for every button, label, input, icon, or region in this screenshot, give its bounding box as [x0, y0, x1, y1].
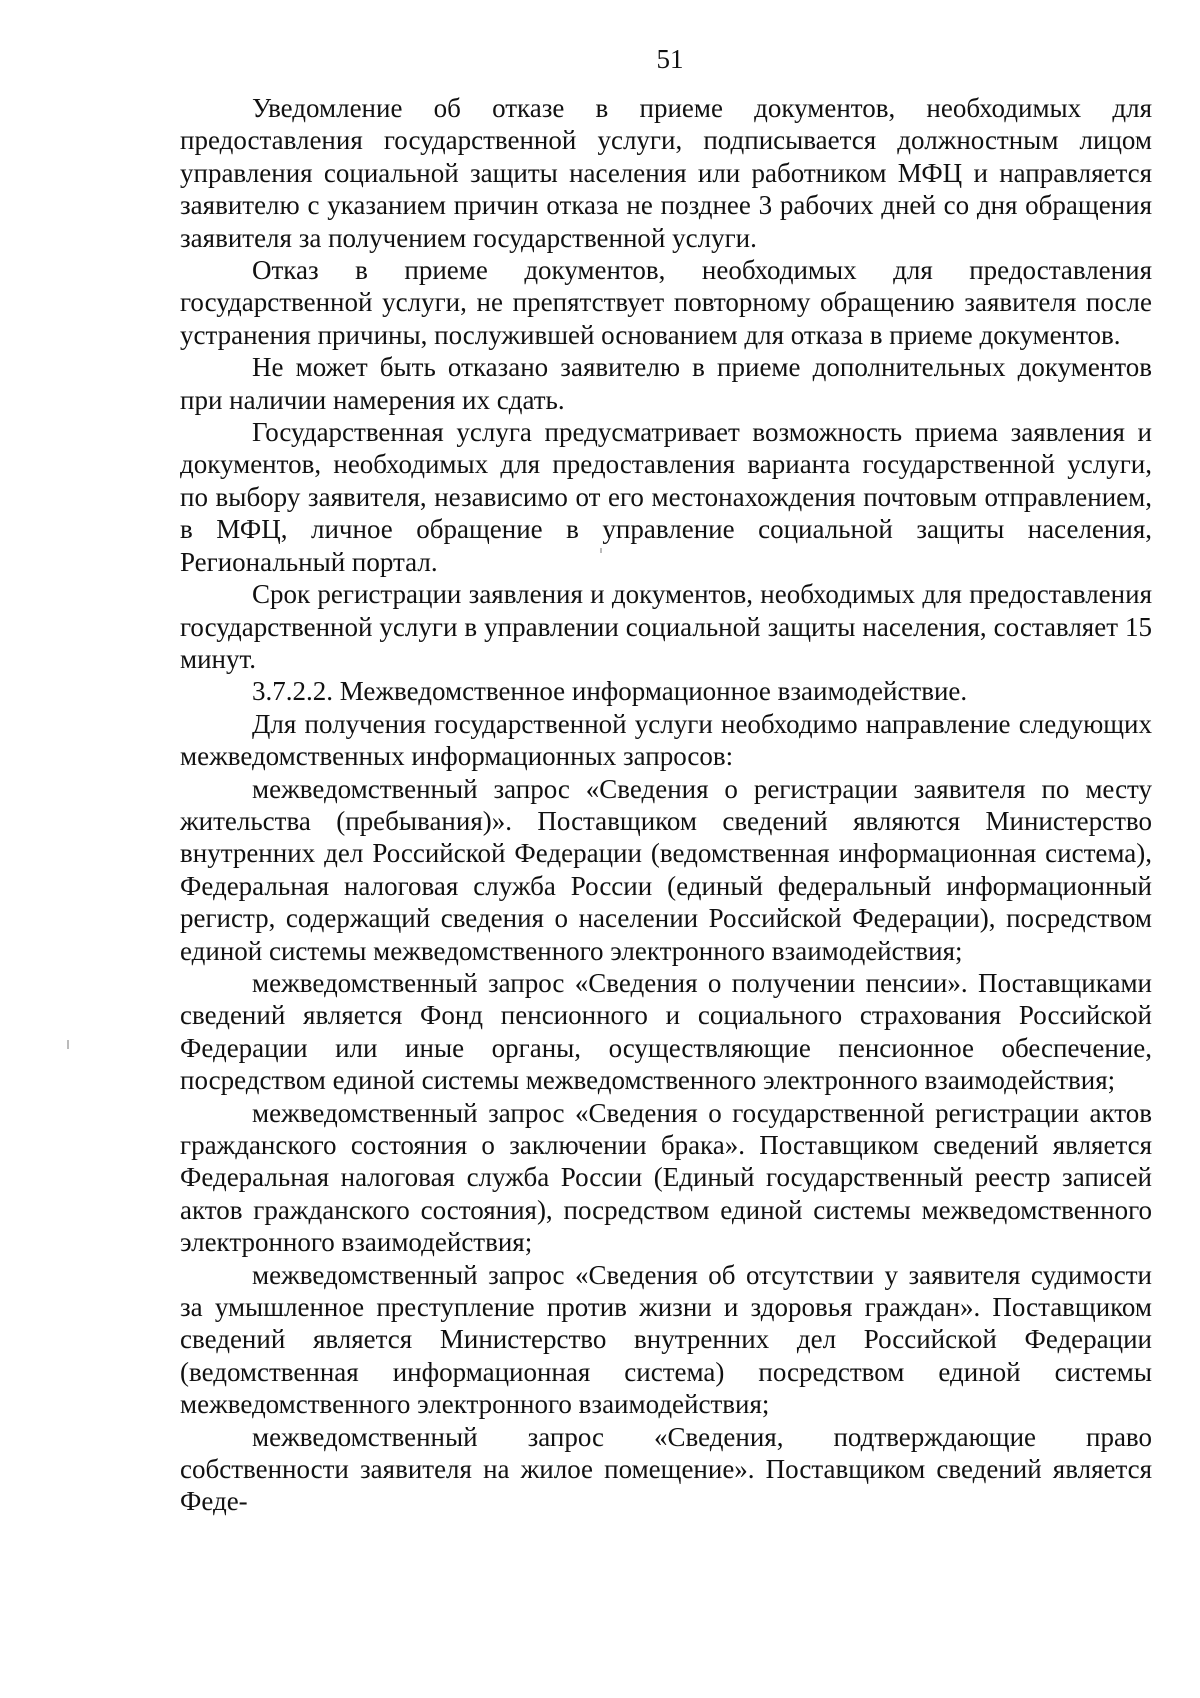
- list-item-request-pension: межведомственный запрос «Сведения о получении пенсии». Поставщиками сведений является Фонд пенсионного и социального страхования Российской Федерации или иные органы, осуществляющие пенсионное обеспечение, посредством единой системы межведомственного электронного взаимодействия;: [180, 967, 1152, 1096]
- paragraph-requests-intro: Для получения государственной услуги необходимо направление следующих межведомственных информационных запросов:: [180, 708, 1152, 772]
- scan-speck: [67, 1040, 69, 1049]
- section-heading-3-7-2-2: 3.7.2.2. Межведомственное информационное взаимодействие.: [252, 676, 968, 707]
- paragraph-refusal-notice: Уведомление об отказе в приеме документов, необходимых для предоставления государственной услуги, подписывается должностным лицом управления социальной защиты населения или работником МФЦ и направляется заявителю с указанием причин отказа не позднее 3 рабочих дней со дня обращения заявителя за получением государственной услуги.: [180, 93, 1152, 253]
- list-item-request-residence: межведомственный запрос «Сведения о регистрации заявителя по месту жительства (пребывания)». Поставщиком сведений являются Министерство внутренних дел Российской Федерации (ведомственная информационная система), Федеральная налоговая служба России (единый федеральный информационный регистр, содержащий сведения о населении Российской Федерации), посредством единой системы межведомственного электронного взаимодействия;: [180, 773, 1152, 966]
- paragraph-registration-term: Срок регистрации заявления и документов, необходимых для предоставления государственной услуги в управлении социальной защиты населения, составляет 15 минут.: [180, 579, 1152, 674]
- paragraph-refusal-no-obstacle: Отказ в приеме документов, необходимых для предоставления государственной услуги, не препятствует повторному обращению заявителя после устранения причины, послужившей основанием для отказа в приеме документов.: [180, 255, 1152, 350]
- list-item-request-marriage: межведомственный запрос «Сведения о государственной регистрации актов гражданского состояния о заключении брака». Поставщиком сведений является Федеральная налоговая служба России (Единый государственный реестр записей актов гражданского состояния), посредством единой системы межведомственного электронного взаимодействия;: [180, 1097, 1152, 1258]
- document-body: [180, 92, 1152, 1518]
- paragraph-additional-documents: Не может быть отказано заявителю в приеме дополнительных документов при наличии намерения их сдать.: [180, 352, 1152, 415]
- page-number: 51: [656, 44, 684, 74]
- paragraph-submission-options: Государственная услуга предусматривает возможность приема заявления и документов, необходимых для предоставления варианта государственной услуги, по выбору заявителя, независимо от его местонахождения почтовым отправлением, в МФЦ, личное обращение в управление социальной защиты населения, Региональный портал.: [180, 417, 1152, 577]
- list-item-request-criminal-record: межведомственный запрос «Сведения об отсутствии у заявителя судимости за умышленное преступление против жизни и здоровья граждан». Поставщиком сведений является Министерство внутренних дел Российской Федерации (ведомственная информационная система) посредством единой системы межведомственного электронного взаимодействия;: [180, 1259, 1152, 1420]
- list-item-request-property: межведомственный запрос «Сведения, подтверждающие право собственности заявителя на жилое помещение». Поставщиком сведений является Феде-: [180, 1421, 1152, 1517]
- scan-speck: [600, 548, 602, 553]
